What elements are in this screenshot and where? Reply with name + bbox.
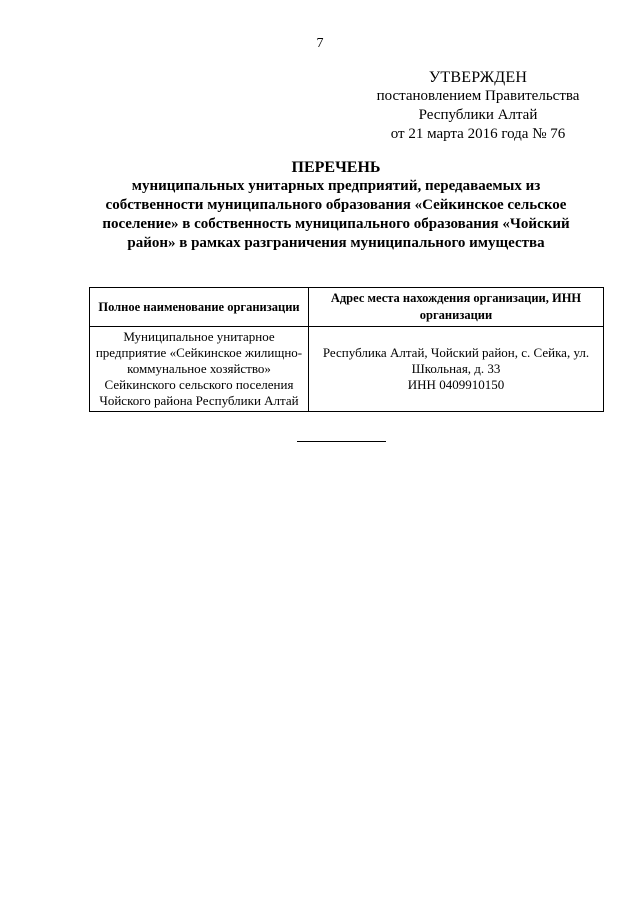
approval-date: от 21 марта 2016 года № 76 (390, 126, 566, 142)
title-line-3: поселение» в собственность муниципального образования «Чойский (102, 216, 570, 232)
approval-stamp (360, 68, 596, 144)
approval-resolution: постановлением Правительства (376, 88, 580, 104)
address-line: Школьная, д. 33 (411, 361, 501, 376)
page-number: 7 (316, 36, 324, 51)
header-organization-name: Полное наименование организации (90, 288, 309, 327)
title-line-1: муниципальных унитарных предприятий, передаваемых из (131, 178, 541, 194)
cell-organization-name (90, 327, 309, 412)
closing-line (297, 441, 386, 442)
title-line-2: собственности муниципального образования «Сейкинское сельское (105, 197, 567, 213)
inn-line: ИНН 0409910150 (407, 377, 505, 392)
approval-word: УТВЕРЖДЕН (428, 69, 528, 86)
approval-region: Республики Алтай (418, 107, 538, 123)
name-line: Чойского района Республики Алтай (99, 393, 299, 408)
header-organization-address: Адрес места нахождения организации, ИНН организации (309, 288, 604, 327)
name-line: Сейкинского сельского поселения (104, 377, 294, 392)
document-title (86, 158, 586, 253)
title-line-4: район» в рамках разграничения муниципального имущества (127, 235, 545, 251)
name-line: коммунальное хозяйство» (127, 361, 271, 376)
cell-organization-address (309, 327, 604, 412)
name-line: Муниципальное унитарное (123, 329, 275, 344)
enterprise-table (89, 287, 603, 412)
table-header-row (90, 288, 604, 327)
name-line: предприятие «Сейкинское жилищно- (95, 345, 303, 360)
title-main: ПЕРЕЧЕНЬ (291, 159, 381, 176)
address-line: Республика Алтай, Чойский район, с. Сейка, ул. (322, 345, 590, 360)
table-row (90, 327, 604, 412)
